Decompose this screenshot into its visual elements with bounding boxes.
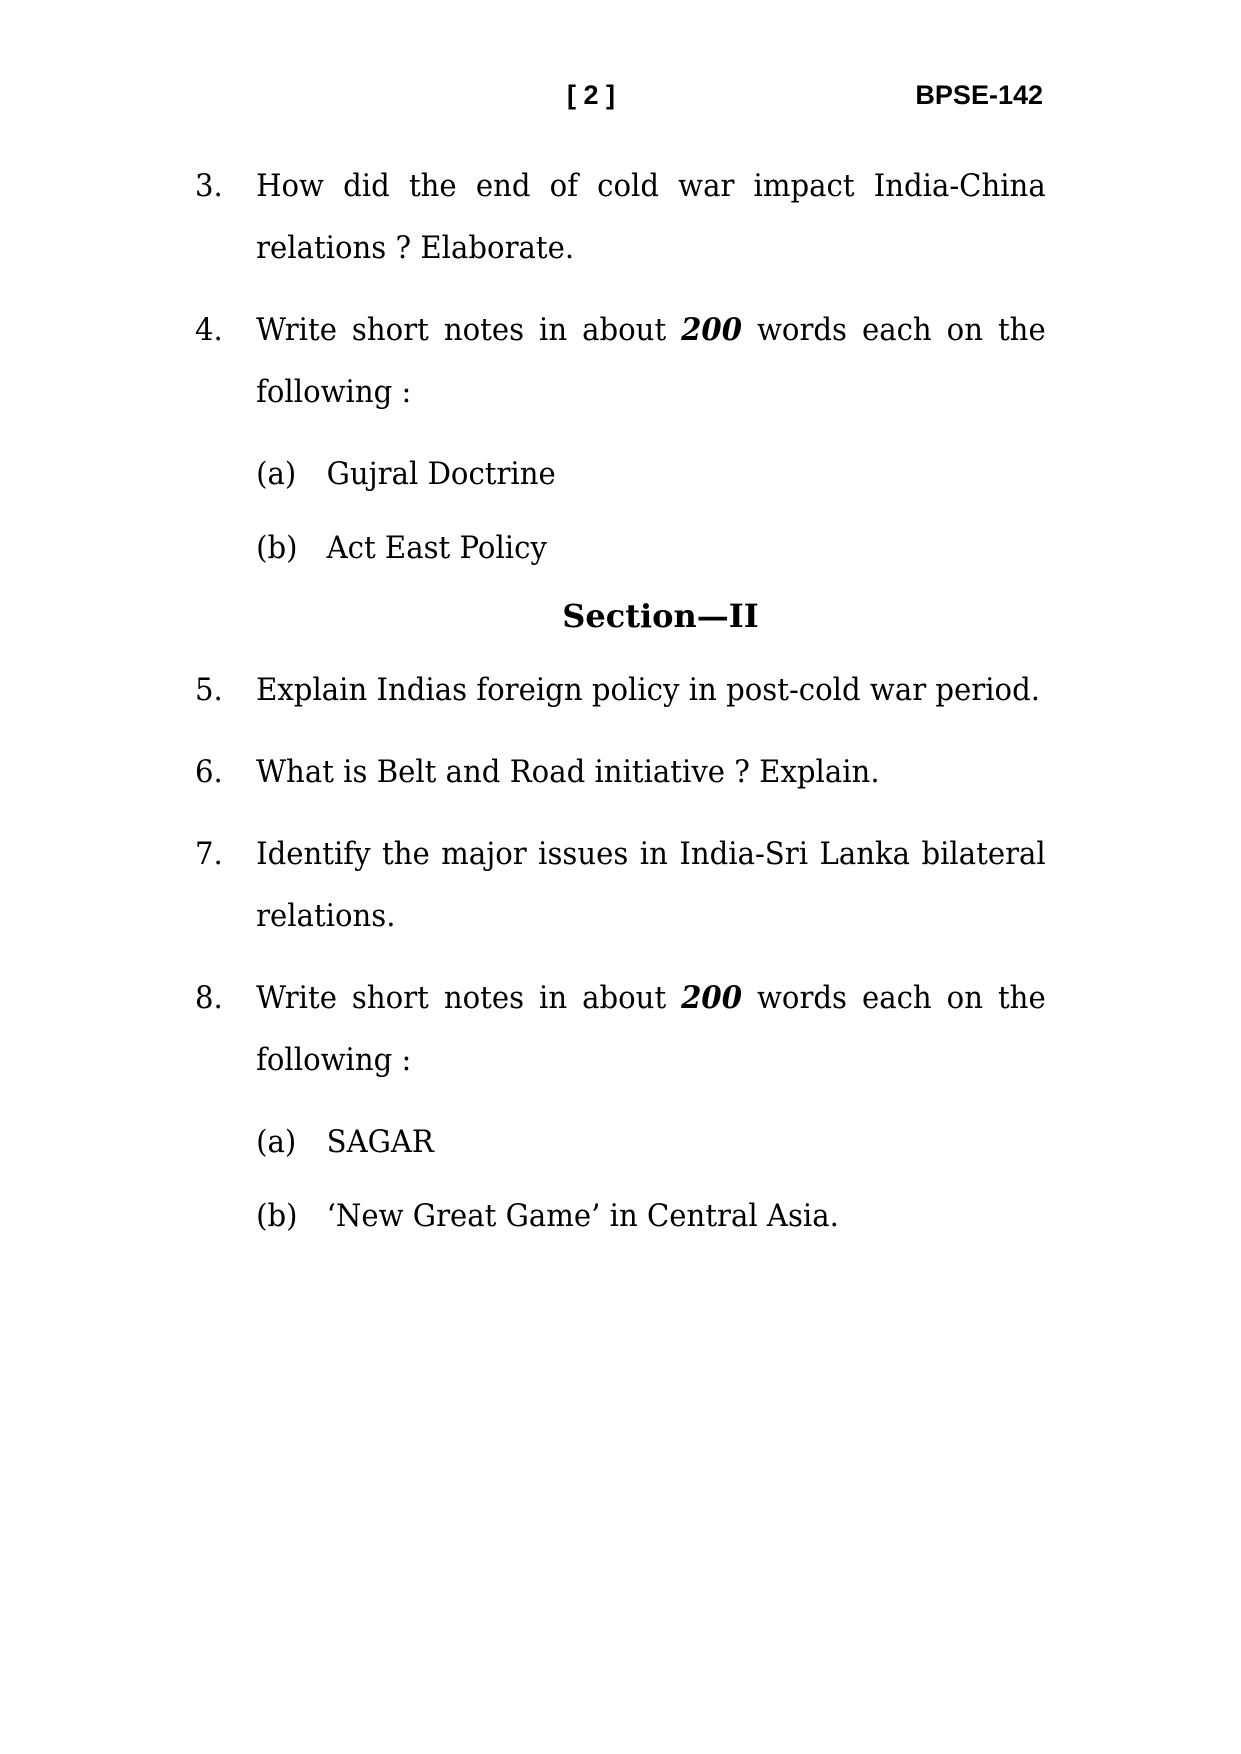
question-text: Explain Indias foreign policy in post-cold war period. xyxy=(256,672,1041,708)
word-count-emphasis: 200 xyxy=(681,980,742,1016)
question-number: 5. xyxy=(195,672,223,708)
paper-code: BPSE-142 xyxy=(915,80,1043,110)
question-8-subitem-b xyxy=(195,1185,995,1247)
question-8 xyxy=(195,967,1046,1091)
subitem-label: (a) xyxy=(256,456,297,492)
question-number: 7. xyxy=(195,836,223,872)
question-3 xyxy=(195,155,1046,279)
question-8-subitem-a xyxy=(195,1111,995,1173)
question-6 xyxy=(195,741,1046,803)
question-7 xyxy=(195,823,1046,947)
question-4 xyxy=(195,299,1046,423)
question-text: How did the end of cold war impact India-China relations ? Elaborate. xyxy=(256,168,1046,266)
question-number: 3. xyxy=(195,168,223,204)
question-list xyxy=(195,155,1046,1259)
subitem-label: (b) xyxy=(256,1198,298,1234)
question-4-subitem-b xyxy=(195,517,995,579)
section-heading: Section—II xyxy=(562,597,759,635)
page-number: [ 2 ] xyxy=(567,80,616,110)
question-5 xyxy=(195,659,1046,721)
question-text-after: words each on the following : xyxy=(256,312,1046,410)
subitem-text: SAGAR xyxy=(326,1124,434,1160)
question-number: 6. xyxy=(195,754,223,790)
word-count-emphasis: 200 xyxy=(681,312,742,348)
question-text: What is Belt and Road initiative ? Explain. xyxy=(256,754,880,790)
subitem-text: Gujral Doctrine xyxy=(326,456,556,492)
subitem-text: Act East Policy xyxy=(326,530,547,566)
question-number: 4. xyxy=(195,312,223,348)
subitem-label: (a) xyxy=(256,1124,297,1160)
question-text-after: words each on the following : xyxy=(256,980,1046,1078)
page-header xyxy=(0,80,1241,116)
question-4-subitem-a xyxy=(195,443,995,505)
subitem-label: (b) xyxy=(256,530,298,566)
question-text-before: Write short notes in about xyxy=(256,980,682,1016)
question-text-before: Write short notes in about xyxy=(256,312,682,348)
question-text: Identify the major issues in India-Sri Lanka bilateral relations. xyxy=(256,836,1046,934)
question-number: 8. xyxy=(195,980,223,1016)
subitem-text: ‘New Great Game’ in Central Asia. xyxy=(326,1198,839,1234)
